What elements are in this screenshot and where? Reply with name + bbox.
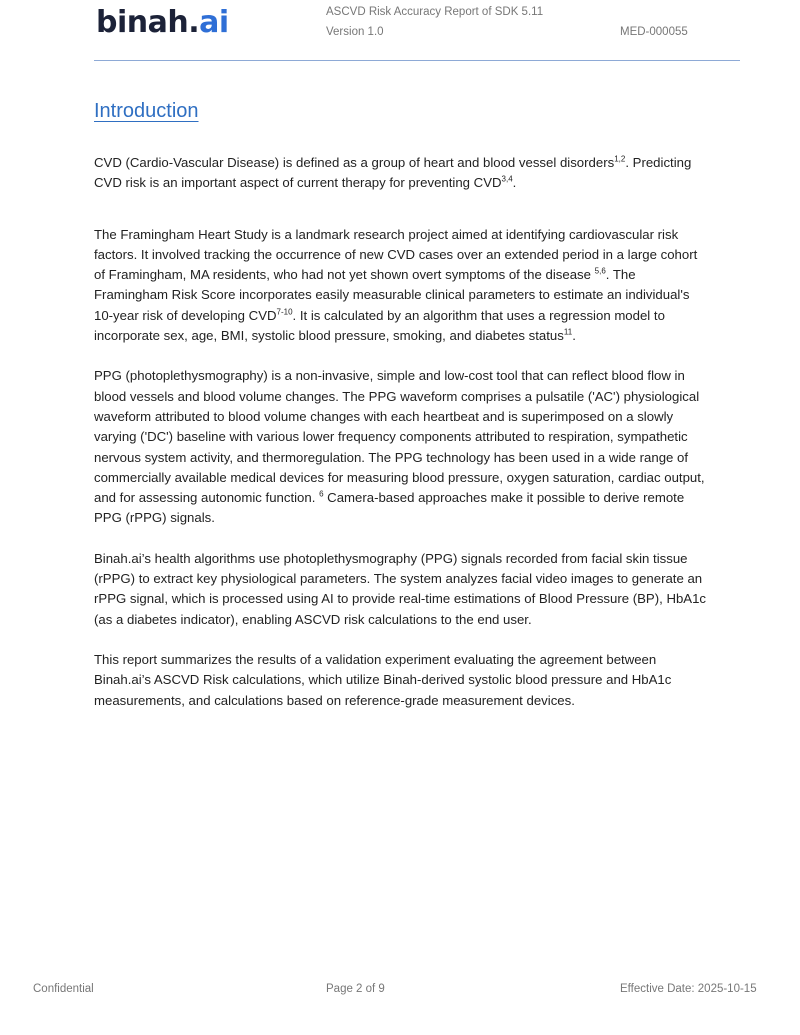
footer-effective-date: Effective Date: 2025-10-15 xyxy=(620,983,757,995)
document-version: Version 1.0 xyxy=(326,26,384,38)
text-run: . xyxy=(572,328,576,344)
citation-superscript: 5,6 xyxy=(594,266,606,276)
paragraph-binah-algorithms: Binah.ai’s health algorithms use photoplethysmography (PPG) signals recorded from facial skin tissue (rPPG) to extract key physiological parameters. The system analyzes facial video images to generate an rPPG signal, which is processed using AI to provide real-time estimations of Blood Pressure (BP), HbA1c (as a diabetes indicator), enabling ASCVD risk calculations to the end user. xyxy=(94,550,707,627)
text-run: . The Framingham Risk Score incorporates easily measurable clinical parameters to estimate an individual's 10-year risk of developing CVD xyxy=(94,267,690,323)
logo-dot: . xyxy=(188,5,200,40)
citation-superscript: 7-10 xyxy=(276,307,293,317)
header-divider xyxy=(94,60,740,61)
section-title: Introduction xyxy=(94,100,199,122)
text-run: . xyxy=(512,175,517,191)
footer-page-number: Page 2 of 9 xyxy=(326,983,385,995)
citation-superscript: 3,4 xyxy=(501,174,513,184)
logo-suffix: ai xyxy=(199,5,229,40)
text-run: Camera-based approaches make it possible to derive remote PPG (rPPG) signals. xyxy=(94,490,685,526)
document-id: MED-000055 xyxy=(620,26,688,38)
text-run: CVD (Cardio-Vascular Disease) is defined as a group of heart and blood vessel disorders xyxy=(94,155,615,170)
binah-logo xyxy=(96,5,229,40)
text-run: . Predicting CVD risk is an important aspect of current therapy for preventing CVD xyxy=(94,155,692,191)
paragraph-report-summary: This report summarizes the results of a validation experiment evaluating the agreement between Binah.ai’s ASCVD Risk calculations, which utilize Binah-derived systolic blood pressure and HbA1c measurements, and calculations based on reference-grade measurement devices. xyxy=(94,651,672,708)
logo-main: binah xyxy=(96,5,189,40)
citation-superscript: 1,2 xyxy=(614,154,626,164)
paragraph-framingham xyxy=(94,225,710,347)
footer-confidential: Confidential xyxy=(33,983,94,995)
main-content xyxy=(94,100,710,731)
text-run: PPG (photoplethysmography) is a non-invasive, simple and low-cost tool that can reflect blood flow in blood vessels and blood volume changes. The PPG waveform comprises a pulsatile ('AC') physiological waveform attributed to blood volume changes with each heartbeat and is superimposed on a slowly varying ('DC') baseline with various lower frequency components attributed to respiration, sympathetic nervous system activity, and thermoregulation. The PPG technology has been used in a wide range of commercially available medical devices for measuring blood pressure, oxygen saturation, cardiac output, and for assessing autonomic function. xyxy=(94,368,705,506)
document-title: ASCVD Risk Accuracy Report of SDK 5.11 xyxy=(326,6,544,18)
text-run: . It is calculated by an algorithm that uses a regression model to incorporate sex, age, BMI, systolic blood pressure, smoking, and diabetes status xyxy=(94,307,665,344)
citation-superscript: 11 xyxy=(563,327,573,337)
page-header xyxy=(0,0,800,62)
citation-superscript: 6 xyxy=(319,489,324,499)
paragraph-cvd-definition xyxy=(94,153,710,194)
paragraph-ppg xyxy=(94,366,710,528)
text-run: The Framingham Heart Study is a landmark research project aimed at identifying cardiovascular risk factors. It involved tracking the occurrence of new CVD cases over an extended period in a large cohort of Framingham, MA residents, who had not yet shown overt symptoms of the disease xyxy=(94,226,698,283)
